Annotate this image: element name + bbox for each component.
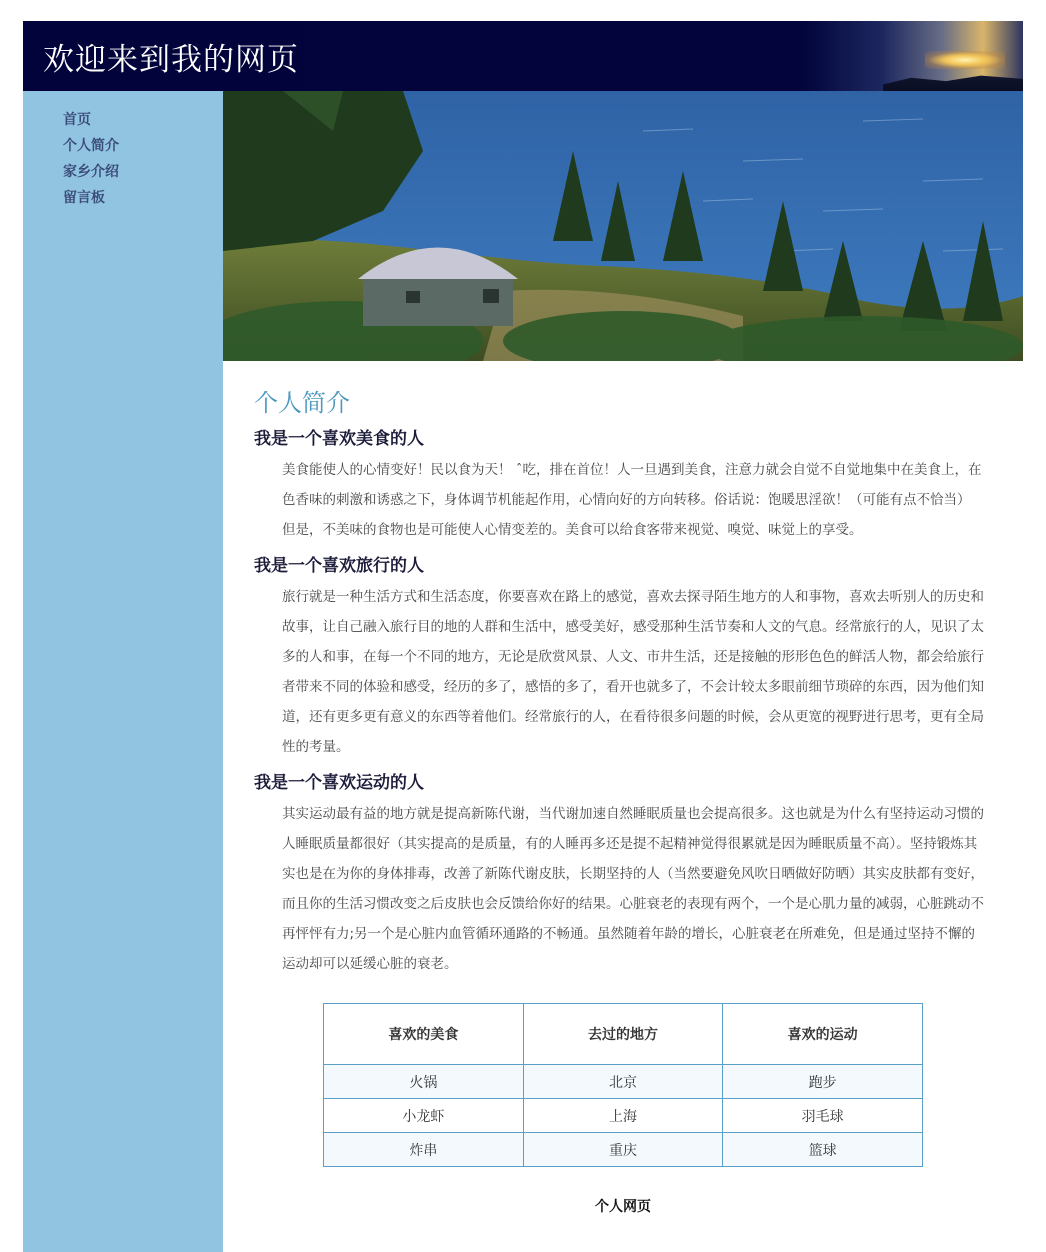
table-header-row	[324, 1004, 923, 1065]
nav-menu	[23, 91, 223, 213]
section-text-sports: 其实运动最有益的地方就是提高新陈代谢，当代谢加速自然睡眠质量也会提高很多。这也就是为什么有坚持运动习惯的人睡眠质量都很好（其实提高的是质量，有的人睡再多还是提不起精神觉得很累就是因为睡眠质量不高）。坚持锻炼其实也是在为你的身体排毒，改善了新陈代谢皮肤，长期坚持的人（当然要避免风吹日晒做好防晒）其实皮肤都有变好，而且你的生活习惯改变之后皮肤也会反馈给你好的结果。心脏衰老的表现有两个，一个是心肌力量的减弱，心脏跳动不再怦怦有力;另一个是心脏内血管循环通路的不畅通。虽然随着年龄的增长，心脏衰老在所难免，但是通过坚持不懈的运动却可以延缓心脏的衰老。	[282, 806, 984, 972]
table-header-cell: 去过的地方	[523, 1004, 723, 1065]
table-cell: 篮球	[723, 1133, 923, 1167]
sidebar	[23, 91, 223, 1252]
table-header-cell: 喜欢的运动	[723, 1004, 923, 1065]
nav-item-hometown	[63, 161, 223, 187]
section-text-food: 美食能使人的心情变好！民以食为天！ ˆ吃，排在首位！人一旦遇到美食，注意力就会自觉不自觉地集中在美食上，在色香味的刺激和诱惑之下，身体调节机能起作用，心情向好的方向转移。俗话说：饱暖思淫欲！（可能有点不恰当） 但是，不美味的食物也是可能使人心情变差的。美食可以给食客带来视觉、嗅觉、味觉上的享受。	[282, 462, 982, 538]
nav-link-hometown[interactable]: 家乡介绍	[63, 164, 119, 180]
nav-link-home[interactable]: 首页	[63, 112, 91, 128]
section-heading-food: 我是一个喜欢美食的人	[254, 429, 424, 449]
section-text-travel: 旅行就是一种生活方式和生活态度，你要喜欢在路上的感觉，喜欢去探寻陌生地方的人和事物，喜欢去听别人的历史和故事，让自己融入旅行目的地的人群和生活中，感受美好，感受那种生活节奏和人文的气息。经常旅行的人，见识了太多的人和事，在每一个不同的地方，无论是欣赏风景、人文、市井生活，还是接触的形形色色的鲜活人物，都会给旅行者带来不同的体验和感受，经历的多了，感悟的多了，看开也就多了，不会计较太多眼前细节琐碎的东西，因为他们知道，还有更多更有意义的东西等着他们。经常旅行的人，在看待很多问题的时候，会从更宽的视野进行思考，更有全局性的考量。	[282, 589, 984, 755]
site-header	[23, 21, 1023, 91]
section-heading-sports: 我是一个喜欢运动的人	[254, 773, 424, 793]
sunset-decoration	[925, 51, 1005, 69]
nav-item-guestbook	[63, 187, 223, 213]
table-row	[324, 1065, 923, 1099]
page-title: 个人简介	[254, 389, 350, 417]
site-title: 欢迎来到我的网页	[43, 42, 299, 78]
table-cell: 北京	[523, 1065, 723, 1099]
section-heading-travel: 我是一个喜欢旅行的人	[254, 556, 424, 576]
nav-link-profile[interactable]: 个人简介	[63, 138, 119, 154]
table-cell: 重庆	[523, 1133, 723, 1167]
table-cell: 上海	[523, 1099, 723, 1133]
main-content	[223, 361, 1023, 1167]
table-header-cell: 喜欢的美食	[324, 1004, 524, 1065]
table-cell: 跑步	[723, 1065, 923, 1099]
page	[23, 21, 1023, 1252]
table-cell: 炸串	[324, 1133, 524, 1167]
site-footer: 个人网页	[595, 1199, 651, 1215]
nav-link-guestbook[interactable]: 留言板	[63, 190, 105, 206]
banner-image	[223, 91, 1023, 361]
coastline-decoration	[883, 69, 1023, 91]
table-row	[324, 1133, 923, 1167]
table-row	[324, 1099, 923, 1133]
hobbies-table	[323, 1003, 923, 1167]
table-cell: 火锅	[324, 1065, 524, 1099]
coastal-yurt-scene	[223, 91, 1023, 361]
table-cell: 羽毛球	[723, 1099, 923, 1133]
nav-item-profile	[63, 135, 223, 161]
hobbies-table-wrapper	[323, 1003, 1023, 1167]
nav-item-home	[63, 109, 223, 135]
table-cell: 小龙虾	[324, 1099, 524, 1133]
